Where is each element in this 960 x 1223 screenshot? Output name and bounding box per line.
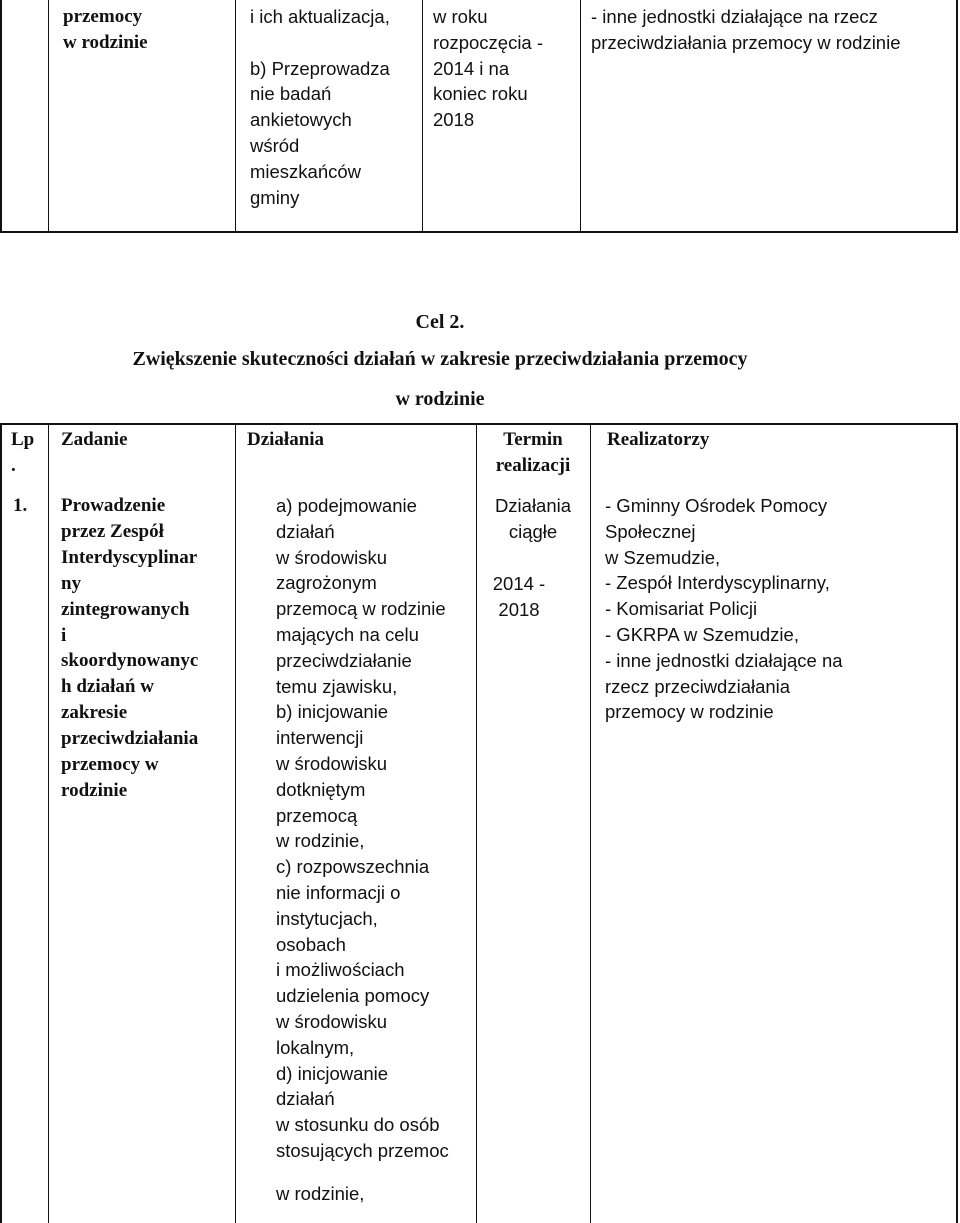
row-1-term-years: 2014 - 2018 — [492, 573, 546, 620]
goal-description-line1: Zwiększenie skuteczności działań w zakresie przeciwdziałania przemocy — [132, 348, 748, 370]
column-divider — [235, 0, 236, 231]
header-actions: Działania — [247, 429, 325, 450]
column-divider — [48, 425, 49, 1223]
column-divider — [48, 0, 49, 231]
column-divider — [422, 0, 423, 231]
column-divider — [580, 0, 581, 231]
row-1-implementers: - Gminny Ośrodek Pomocy Społecznej w Szemudzie, - Zespół Interdyscyplinarny, - Komisariat Policji - GKRPA w Szemudzie, - inne jednostki działające na rzecz przeciwdziałania przemocy w rodzinie — [605, 495, 843, 723]
column-divider — [590, 425, 591, 1223]
fragment-implementers-cell: - inne jednostki działające na rzecz przeciwdziałania przemocy w rodzinie — [591, 6, 901, 53]
goal-title: Cel 2. — [415, 311, 465, 333]
goal-description-line2: w rodzinie — [395, 388, 485, 410]
goal-2-table — [0, 423, 958, 1223]
header-implementers: Realizatorzy — [607, 429, 710, 450]
column-divider — [235, 425, 236, 1223]
row-1-task: Prowadzenie przez Zespół Interdyscyplinar ny zintegrowanych i skoordynowanyc h działań w zakresie przeciwdziałania przemocy w rodzinie — [61, 495, 199, 801]
header-task: Zadanie — [61, 429, 128, 450]
row-1-lp: 1. — [13, 495, 28, 516]
row-1-term-type: Działania ciągłe — [494, 495, 572, 542]
fragment-term-cell: w roku rozpoczęcia - 2014 i na koniec roku 2018 — [433, 6, 544, 131]
previous-goal-table-fragment — [0, 0, 958, 233]
fragment-subject-cell: przemocy w rodzinie — [63, 6, 148, 53]
row-1-actions-continued: w rodzinie, — [276, 1183, 365, 1204]
row-1-actions: a) podejmowanie działań w środowisku zagrożonym przemocą w rodzinie mających na celu przeciwdziałanie temu zjawisku, b) inicjowanie interwencji w środowisku dotkniętym przemocą w rodzinie, c) rozpowszechnia nie informacji o instytucjach, osobach i możliwościach udzielenia pomocy w środowisku lokalnym, d) inicjowanie działań w stosunku do osób stosujących przemoc — [276, 495, 449, 1161]
header-term: Termin realizacji — [495, 429, 571, 476]
fragment-actions-cell: i ich aktualizacja, b) Przeprowadza nie badań ankietowych wśród mieszkańców gminy — [250, 6, 390, 208]
column-divider — [476, 425, 477, 1223]
header-lp: Lp . — [11, 429, 35, 476]
